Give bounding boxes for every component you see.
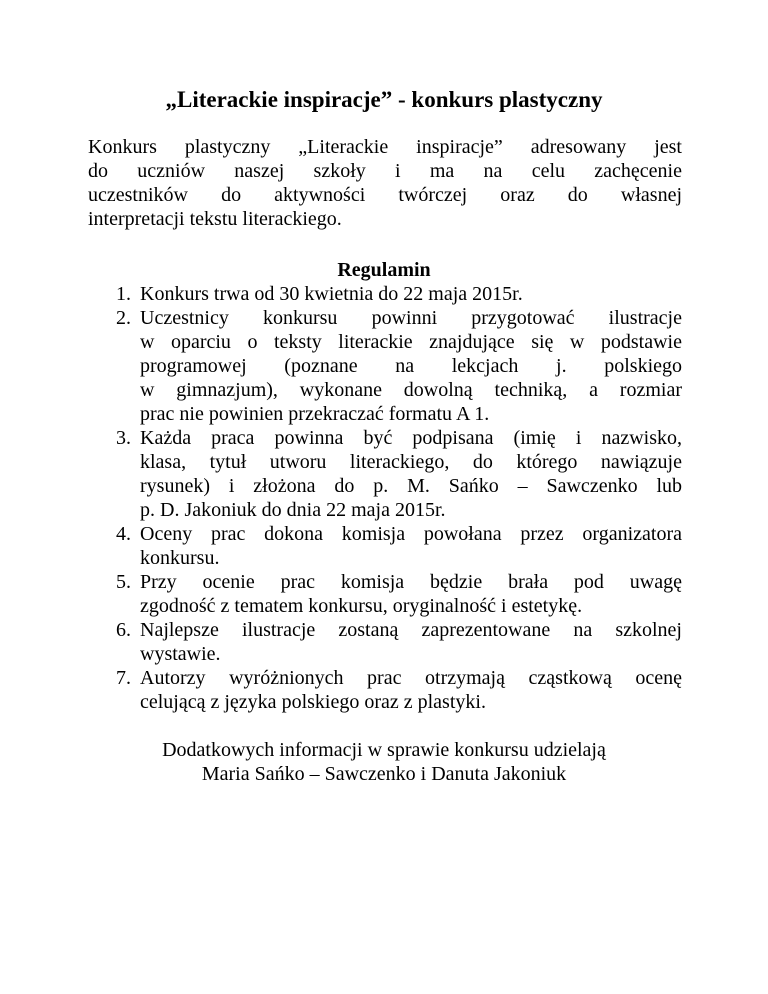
intro-paragraph — [88, 135, 682, 231]
rule-line: Przy ocenie prac komisja będzie brała pod uwagę — [140, 571, 682, 593]
rule-number: 5. — [116, 571, 131, 593]
rule-line: w gimnazjum), wykonane dowolną techniką, a rozmiar — [140, 379, 682, 401]
rule-line: konkursu. — [140, 547, 220, 569]
rule-line: Każda praca powinna być podpisana (imię i nazwisko, — [140, 427, 682, 449]
rule-number: 6. — [116, 619, 131, 641]
rule-item — [102, 666, 682, 714]
rule-item — [102, 282, 682, 306]
rules-heading: Regulamin — [337, 259, 431, 281]
rule-item — [102, 618, 682, 666]
rule-line: prac nie powinien przekraczać formatu A 1. — [140, 403, 490, 425]
rule-number: 7. — [116, 667, 131, 689]
rule-item — [102, 522, 682, 570]
rule-number: 1. — [116, 283, 131, 305]
rule-item — [102, 570, 682, 618]
rule-line: Autorzy wyróżnionych prac otrzymają cząstkową ocenę — [140, 667, 682, 689]
rule-line: Uczestnicy konkursu powinni przygotować ilustracje — [140, 307, 682, 329]
document-title: „Literackie inspiracje” - konkurs plastyczny — [165, 87, 603, 112]
intro-line: interpretacji tekstu literackiego. — [88, 208, 342, 230]
intro-line: uczestników do aktywności twórczej oraz do własnej — [88, 184, 682, 206]
footer-line: Maria Sańko – Sawczenko i Danuta Jakoniuk — [201, 763, 567, 785]
intro-line: do uczniów naszej szkoły i ma na celu zachęcenie — [88, 160, 682, 182]
rule-line: w oparciu o teksty literackie znajdujące się w podstawie — [140, 331, 682, 353]
rule-number: 2. — [116, 307, 131, 329]
rules-list — [102, 282, 682, 714]
rule-line: Najlepsze ilustracje zostaną zaprezentowane na szkolnej — [140, 619, 682, 641]
rule-line: celującą z języka polskiego oraz z plastyki. — [140, 691, 486, 713]
rule-line: rysunek) i złożona do p. M. Sańko – Sawczenko lub — [140, 475, 682, 497]
rule-item — [102, 426, 682, 522]
rule-line: programowej (poznane na lekcjach j. polskiego — [140, 355, 682, 377]
intro-line: Konkurs plastyczny „Literackie inspiracje” adresowany jest — [88, 136, 682, 158]
contact-info — [0, 738, 768, 786]
rule-line: wystawie. — [140, 643, 221, 665]
rule-line: zgodność z tematem konkursu, oryginalność i estetykę. — [140, 595, 583, 617]
rule-line: Konkurs trwa od 30 kwietnia do 22 maja 2015r. — [140, 283, 523, 305]
rule-item — [102, 306, 682, 426]
rule-number: 3. — [116, 427, 131, 449]
footer-line: Dodatkowych informacji w sprawie konkursu udzielają — [162, 739, 606, 761]
rule-number: 4. — [116, 523, 131, 545]
rule-line: p. D. Jakoniuk do dnia 22 maja 2015r. — [140, 499, 446, 521]
rule-line: klasa, tytuł utworu literackiego, do którego nawiązuje — [140, 451, 682, 473]
rule-line: Oceny prac dokona komisja powołana przez organizatora — [140, 523, 682, 545]
